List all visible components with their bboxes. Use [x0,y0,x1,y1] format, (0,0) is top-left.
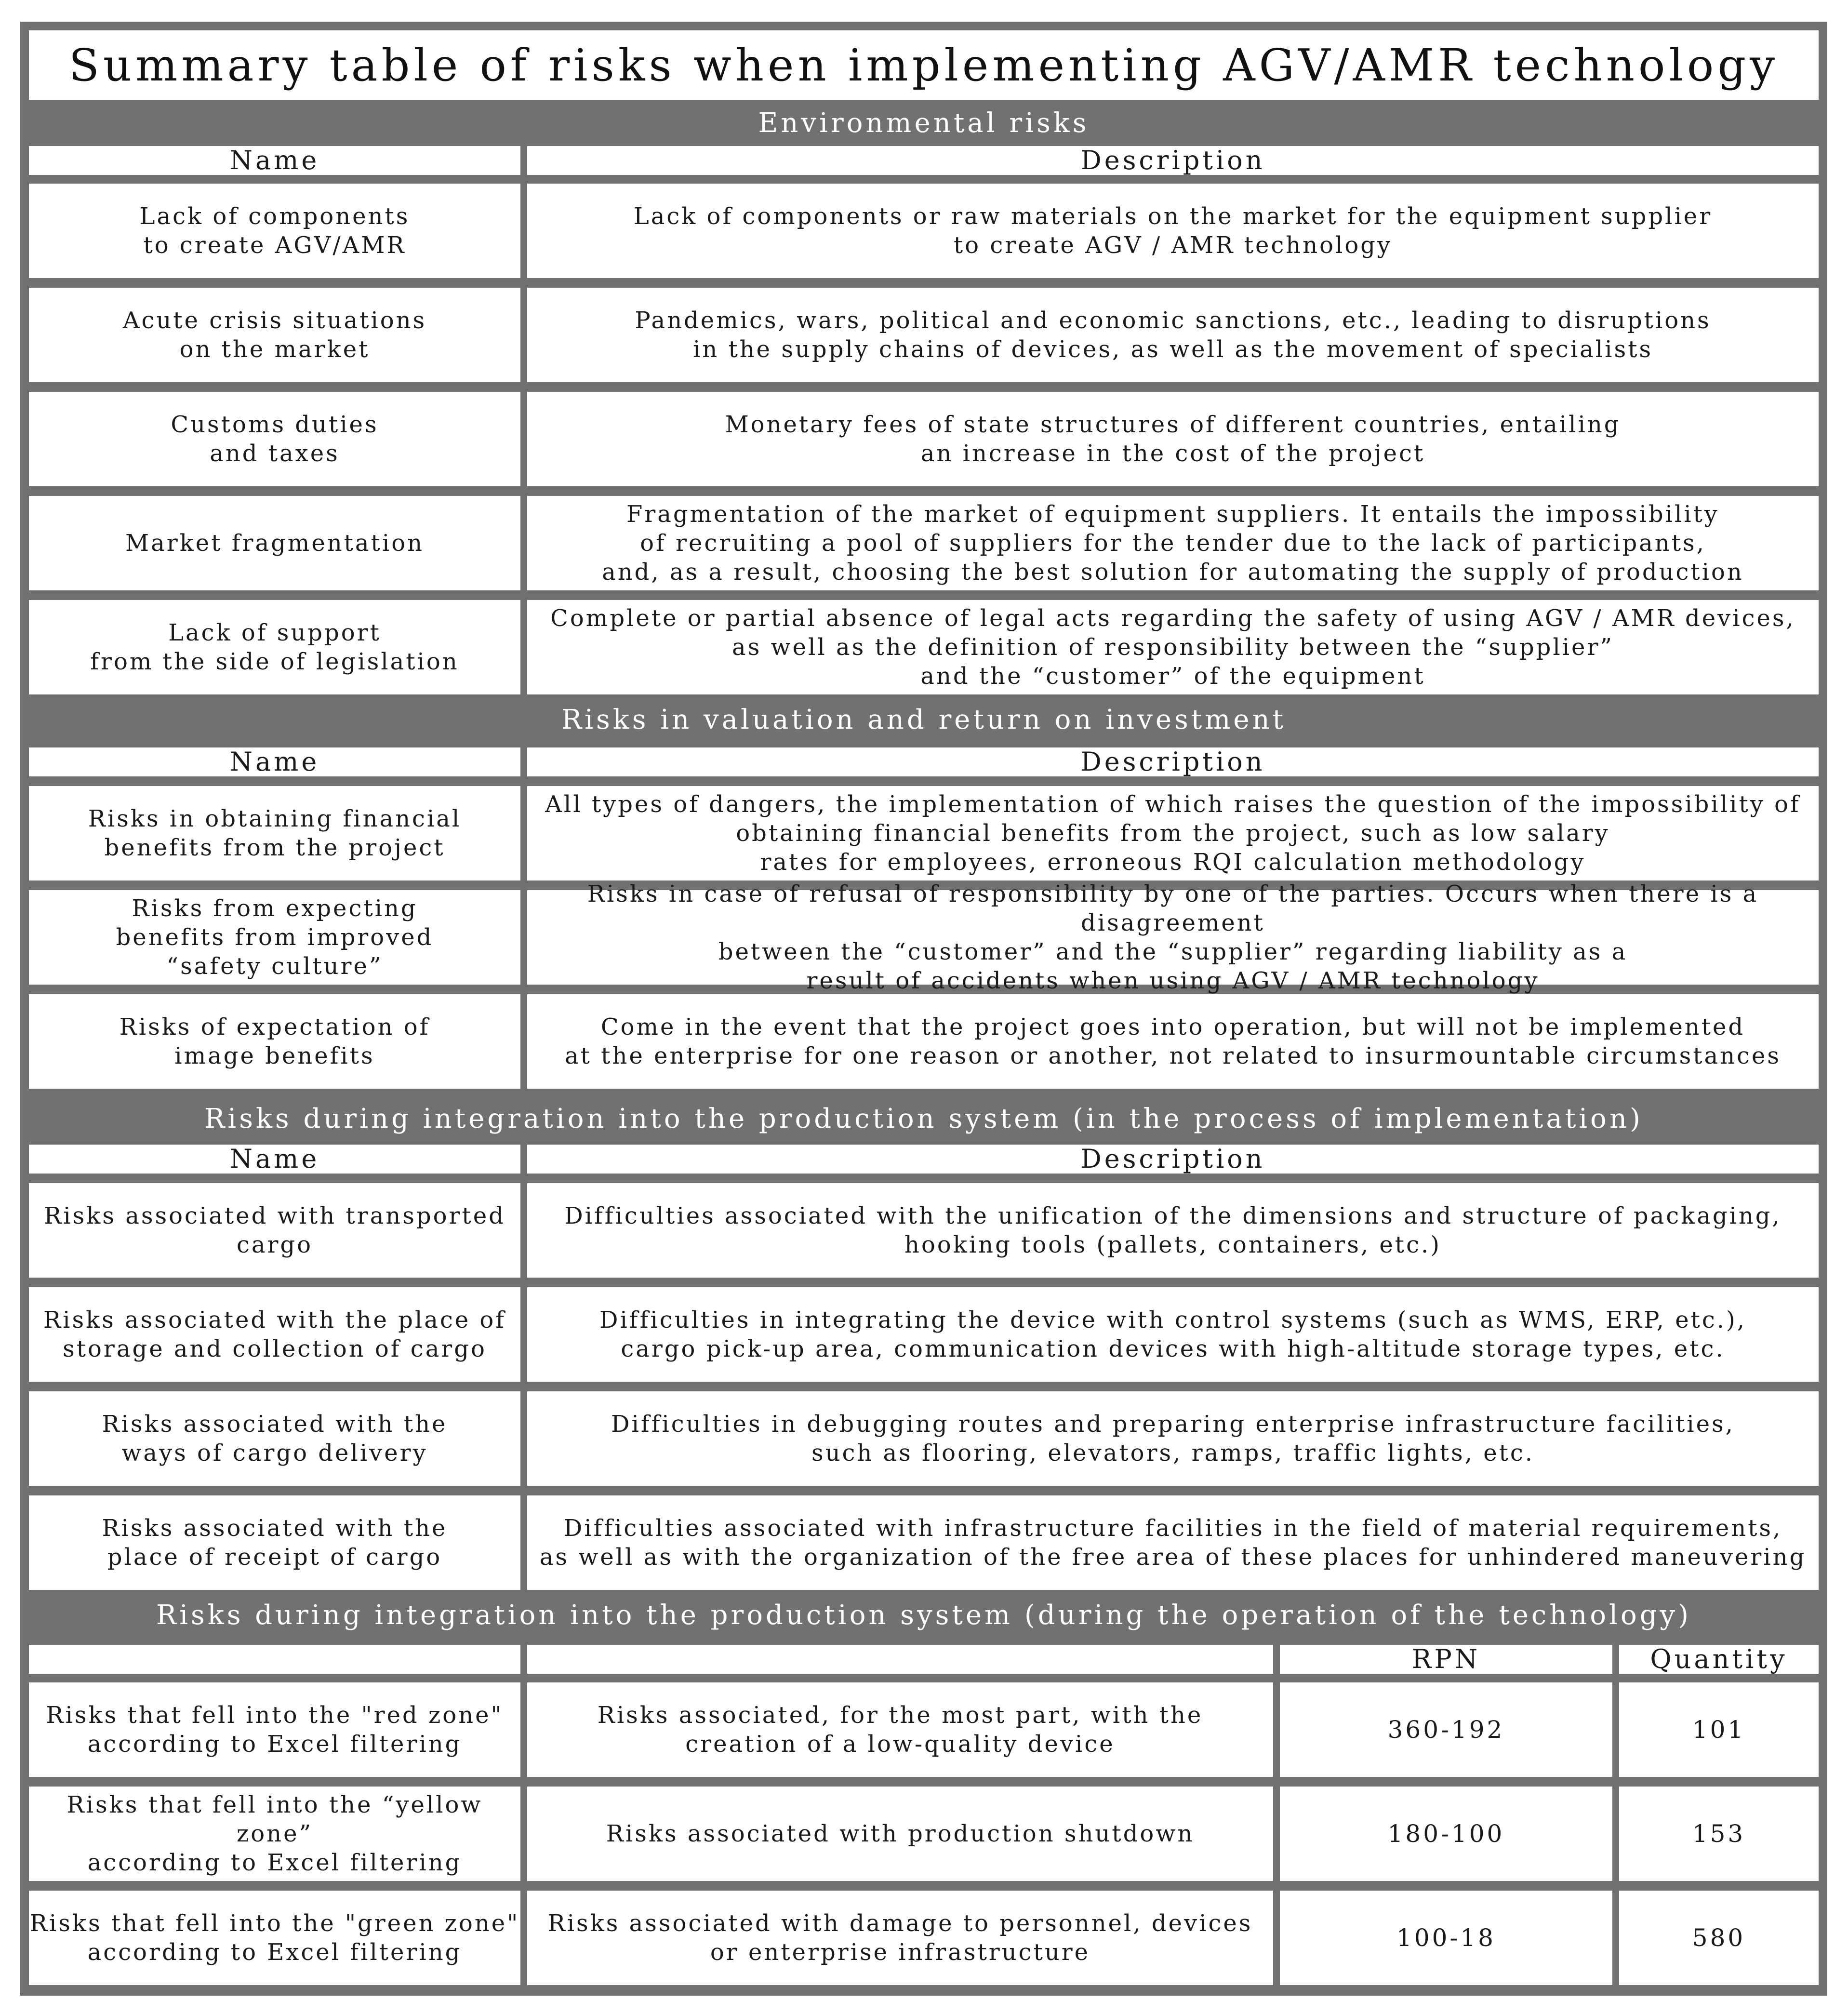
risk-description-cell: Complete or partial absence of legal acts regarding the safety of using AGV / AMR devices, as well as the definition of responsibility between the “supplier” and the “customer” of the equipment [527,600,1819,694]
risk-description-cell: All types of dangers, the implementation of which raises the question of the impossibility of obtaining financial benefits from the project, such as low salary rates for employees, erroneous RQI calculation methodology [527,786,1819,880]
section-heading-implementation: Risks during integration into the production system (in the process of implementation) [204,1103,1643,1134]
risk-name-cell: Acute crisis situations on the market [29,288,520,382]
risk-name-cell: Lack of components to create AGV/AMR [29,184,520,278]
zone-name-cell: Risks that fell into the "red zone" according to Excel filtering [29,1682,520,1777]
risk-name-cell: Customs duties and taxes [29,392,520,486]
risk-name-cell: Risks associated with the place of storage and collection of cargo [29,1287,520,1382]
zone-description-cell: Risks associated with damage to personnel, devices or enterprise infrastructure [527,1891,1273,1985]
risk-name-cell: Risks associated with transported cargo [29,1183,520,1278]
section-heading-environmental: Environmental risks [758,107,1090,139]
quantity-value: 101 [1619,1682,1819,1777]
quantity-value: 580 [1619,1891,1819,1985]
risk-description-cell: Fragmentation of the market of equipment suppliers. It entails the impossibility of recruiting a pool of suppliers for the tender due to the lack of participants, and, as a result, choosing the best solution for automating the supply of production [527,496,1819,590]
risk-name-cell: Risks of expectation of image benefits [29,994,520,1089]
rpn-value: 360-192 [1280,1682,1612,1777]
risk-description-cell: Difficulties associated with infrastructure facilities in the field of material requirements, as well as with the organization of the free area of these places for unhindered maneuvering [527,1495,1819,1590]
column-header-quantity: Quantity [1619,1645,1819,1674]
zone-description-cell: Risks associated, for the most part, with the creation of a low-quality device [527,1682,1273,1777]
risk-table [20,22,1827,1996]
risk-description-cell: Monetary fees of state structures of different countries, entailing an increase in the cost of the project [527,392,1819,486]
zone-name-cell: Risks that fell into the “yellow zone” according to Excel filtering [29,1787,520,1881]
risk-name-cell: Lack of support from the side of legislation [29,600,520,694]
column-header-name: Name [29,1145,520,1174]
column-header-name: Name [29,146,520,175]
risk-name-cell: Risks associated with the ways of cargo delivery [29,1391,520,1486]
column-header-description: Description [527,1145,1819,1174]
column-header-empty [29,1645,520,1674]
column-header-rpn: RPN [1280,1645,1612,1674]
risk-name-cell: Market fragmentation [29,496,520,590]
column-header-empty [527,1645,1273,1674]
zone-description-cell: Risks associated with production shutdown [527,1787,1273,1881]
quantity-value: 153 [1619,1787,1819,1881]
risk-description-cell: Pandemics, wars, political and economic sanctions, etc., leading to disruptions in the supply chains of devices, as well as the movement of specialists [527,288,1819,382]
risk-name-cell: Risks from expecting benefits from improved “safety culture” [29,890,520,985]
section-heading-operation: Risks during integration into the production system (during the operation of the technology) [156,1599,1692,1631]
column-header-name: Name [29,747,520,776]
risk-description-cell: Difficulties associated with the unification of the dimensions and structure of packaging, hooking tools (pallets, containers, etc.) [527,1183,1819,1278]
risk-description-cell: Risks in case of refusal of responsibility by one of the parties. Occurs when there is a disagreement between the “customer” and the “supplier” regarding liability as a result of accidents when using AGV / AMR technology [527,890,1819,985]
column-header-description: Description [527,146,1819,175]
risk-name-cell: Risks associated with the place of receipt of cargo [29,1495,520,1590]
rpn-value: 100-18 [1280,1891,1612,1985]
table-title: Summary table of risks when implementing AGV/AMR technology [29,30,1819,100]
risk-description-cell: Lack of components or raw materials on the market for the equipment supplier to create AGV / AMR technology [527,184,1819,278]
zone-name-cell: Risks that fell into the "green zone" according to Excel filtering [29,1891,520,1985]
column-header-description: Description [527,747,1819,776]
risk-description-cell: Difficulties in debugging routes and preparing enterprise infrastructure facilities, such as flooring, elevators, ramps, traffic lights, etc. [527,1391,1819,1486]
risk-description-cell: Come in the event that the project goes into operation, but will not be implemented at the enterprise for one reason or another, not related to insurmountable circumstances [527,994,1819,1089]
section-heading-valuation: Risks in valuation and return on investment [561,704,1287,735]
risk-name-cell: Risks in obtaining financial benefits from the project [29,786,520,880]
risk-description-cell: Difficulties in integrating the device with control systems (such as WMS, ERP, etc.), cargo pick-up area, communication devices with high-altitude storage types, etc. [527,1287,1819,1382]
rpn-value: 180-100 [1280,1787,1612,1881]
